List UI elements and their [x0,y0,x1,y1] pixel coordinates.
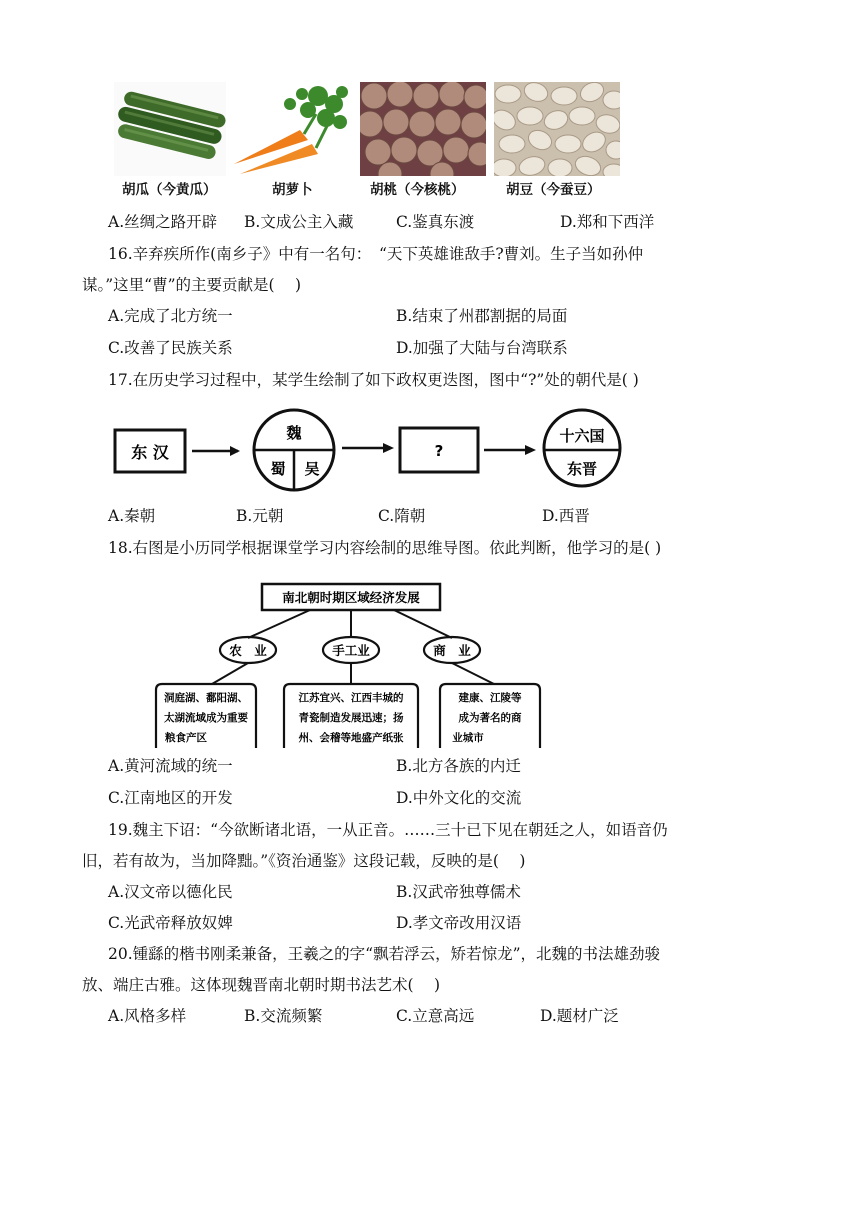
q17-option-b: B.元朝 [236,507,284,525]
q20-option-a: A.风格多样 [108,1007,187,1025]
walnut-photo [360,82,486,176]
photo-caption-walnut: 胡桃（今核桃） [370,182,465,198]
q15-option-c: C.鉴真东渡 [396,213,475,231]
q20-option-b: B.交流频繁 [244,1007,323,1025]
arrow-1-head [230,446,240,456]
q16-option-a: A.完成了北方统一 [108,307,233,325]
circle2-bottom-label: 东晋 [566,460,598,478]
detail-line-agriculture [212,663,248,684]
q19-stem-line1: 19.魏主下诏：“今欲断诸北语，一从正音。……三十已下见在朝廷之人，如语音仍 [108,821,668,839]
detail-line-commerce [452,663,494,684]
detail-commerce-line3: 业城市 [452,732,484,744]
branch-label-handicraft: 手工业 [332,643,370,658]
regime-succession-diagram [110,404,630,496]
q19-stem-line2: 旧，若有故为，当加降黜。”《资治通鉴》这段记载，反映的是( ) [82,852,526,870]
q15-option-a: A.丝绸之路开辟 [108,213,218,231]
q20-option-c: C.立意高远 [396,1007,475,1025]
cucumber-photo [114,82,226,176]
q16-option-c: C.改善了民族关系 [108,339,233,357]
circle1-top-label: 魏 [286,424,302,442]
arrow-2-head [383,443,394,453]
detail-handicraft-line3: 州、会稽等地盛产纸张 [298,732,404,744]
q17-option-c: C.隋朝 [378,507,426,525]
q19-option-a: A.汉文帝以德化民 [108,883,233,901]
broad-bean-photo [494,82,620,176]
photo-caption-cucumber: 胡瓜（今黄瓜） [122,182,217,198]
circle1-left-label: 蜀 [270,460,286,478]
detail-commerce-line2: 成为著名的商 [458,712,522,724]
detail-commerce-line1: 建康、江陵等 [458,692,522,704]
economy-mind-map [150,576,550,748]
q17-stem-line1: 17.在历史学习过程中，某学生绘制了如下政权更迭图，图中“?”处的朝代是( ) [108,371,639,389]
detail-agriculture-line1: 洞庭湖、鄱阳湖、 [164,692,248,704]
q20-stem-line1: 20.锺繇的楷书刚柔兼备，王羲之的字“飘若浮云，矫若惊龙”，北魏的书法雄劲骏 [108,945,661,963]
q18-option-b: B.北方各族的内迁 [396,757,521,775]
box-unknown-dynasty-label: ? [434,442,444,460]
branch-line-agriculture [248,610,310,638]
branch-label-agriculture: 农 业 [229,643,267,658]
branch-line-commerce [394,610,452,638]
detail-handicraft-line1: 江苏宜兴、江西丰城的 [298,692,404,704]
circle1-right-label: 吴 [304,460,320,478]
carrot-photo [230,82,352,176]
q19-option-b: B.汉武帝独尊儒术 [396,883,521,901]
detail-agriculture-line3: 粮食产区 [165,732,207,744]
q16-stem-line1: 16.辛弃疾所作(南乡子》中有一名句： “天下英雄谁敌手?曹刘。生子当如孙仲 [108,245,644,263]
q16-option-d: D.加强了大陆与台湾联系 [396,339,568,357]
q20-option-d: D.题材广泛 [540,1007,619,1025]
q19-option-c: C.光武帝释放奴婢 [108,914,233,932]
q16-stem-line2: 谋。”这里“曹”的主要贡献是( ) [82,276,302,294]
box-dong-han-label: 东 汉 [131,443,169,462]
photo-caption-carrot: 胡萝卜 [272,182,313,198]
arrow-3-head [525,445,536,455]
q18-stem-line1: 18.右图是小历同学根据课堂学习内容绘制的思维导图。依此判断，他学习的是( ) [108,539,662,557]
q19-option-d: D.孝文帝改用汉语 [396,914,522,932]
q17-option-d: D.西晋 [542,507,590,525]
detail-agriculture-line2: 太湖流域成为重要 [164,712,248,724]
branch-label-commerce: 商 业 [433,643,471,658]
q18-option-d: D.中外文化的交流 [396,789,522,807]
q17-option-a: A.秦朝 [108,507,156,525]
q15-option-b: B.文成公主入藏 [244,213,354,231]
q20-stem-line2: 放、端庄古雅。这体现魏晋南北朝时期书法艺术( ) [82,976,441,994]
circle2-top-label: 十六国 [559,427,605,445]
detail-handicraft-line2: 青瓷制造发展迅速；扬 [298,712,404,724]
q16-option-b: B.结束了州郡割据的局面 [396,307,568,325]
mind-map-root-label: 南北朝时期区域经济发展 [282,590,420,605]
q15-option-d: D.郑和下西洋 [560,213,655,231]
q18-option-c: C.江南地区的开发 [108,789,233,807]
q18-option-a: A.黄河流域的统一 [108,757,233,775]
photo-caption-broad-bean: 胡豆（今蚕豆） [506,182,601,198]
